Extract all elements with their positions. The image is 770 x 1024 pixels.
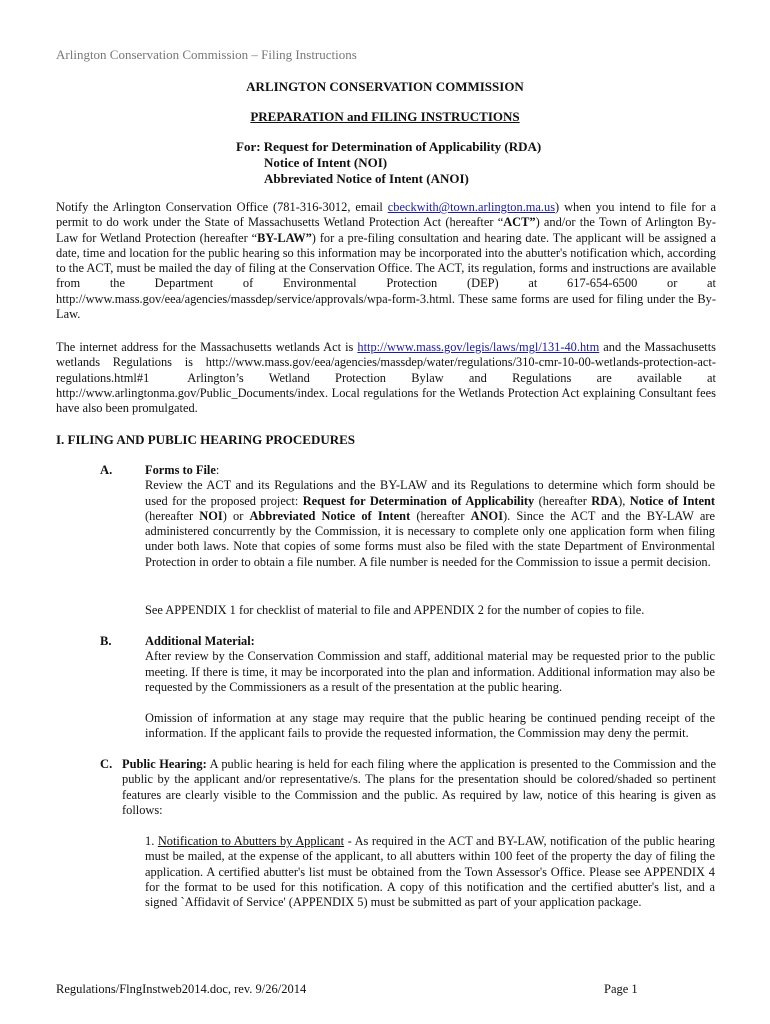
item-c-body: Public Hearing: A public hearing is held for each filing where the application is presented to the Commission and the public by the applicant and/or representative/s. The plans for the presentation should be colored/shaded so pertinent features are clearly visible to the Commission and the public. As required by law, notice of this hearing is given as follows:: [122, 757, 716, 817]
item-a-title: Forms to File: [145, 463, 216, 477]
form-type-rda: For: Request for Determination of Applicability (RDA): [236, 139, 542, 154]
item-b-title: Additional Material:: [145, 634, 255, 648]
form-type-anoi: Abbreviated Notice of Intent (ANOI): [264, 171, 469, 186]
act-url-link[interactable]: http://www.mass.gov/legis/laws/mgl/131-40.htm: [357, 340, 600, 354]
form-type-noi: Notice of Intent (NOI): [264, 155, 388, 170]
item-c-title: Public Hearing:: [122, 757, 207, 771]
item-b-body: Additional Material: After review by the Conservation Commission and staff, additional material may be requested prior to the public meeting. If there is time, it may be incorporated into the plan and information. Additional information may also be requested by the Commissioners as a result of the presentation at the public hearing.: [145, 634, 715, 694]
email-link[interactable]: cbeckwith@town.arlington.ma.us: [387, 200, 556, 214]
item-a-appendix-note: See APPENDIX 1 for checklist of material to file and APPENDIX 2 for the number of copies to file.: [145, 603, 645, 617]
notification-abutters-title: Notification to Abutters by Applicant: [157, 834, 345, 848]
footer-filename: Regulations/FlngInstweb2014.doc, rev. 9/26/2014: [56, 982, 307, 996]
footer-page-number: Page 1: [604, 982, 638, 996]
intro-paragraph-2: The internet address for the Massachusetts wetlands Act is http://www.mass.gov/legis/laws/mgl/131-40.htm and the Massachusetts wetlands Regulations is http://www.mass.gov/eea/agencies/massdep/water/regulations/310-cmr-10-00-wetlands-protection-act-regulations.html#1 Arlington’s Wetland Protection Bylaw and Regulations are available at http://www.arlingtonma.gov/Public_Documents/index. Local regulations for the Wetlands Protection Act explaining Consultant fees have also been promulgated.: [56, 340, 717, 416]
notification-abutters-paragraph: 1. Notification to Abutters by Applicant - As required in the ACT and BY-LAW, notification of the public hearing must be mailed, at the expense of the applicant, to all abutters within 100 feet of the property the day of filing the application. A certified abutter's list must be obtained from the Town Assessor's Office. Please see APPENDIX 4 for the format to be used for this notification. A copy of this notification and the certified abutter's list, and a signed `Affidavit of Service' (APPENDIX 5) must be submitted as part of your application package.: [145, 834, 715, 910]
item-c-letter: C.: [100, 757, 113, 771]
intro-paragraph-1: Notify the Arlington Conservation Office (781-316-3012, email cbeckwith@town.arlington.ma.us) when you intend to file for a permit to do work under the State of Massachusetts Wetland Protection Act (hereafter “ACT”) and/or the Town of Arlington By-Law for Wetland Protection (hereafter “BY-LAW”) for a pre-filing consultation and hearing date. The applicant will be assigned a date, time and location for the public hearing so this information may be incorporated into the abutter's notification which, according to the ACT, must be mailed the day of filing at the Conservation Office. The ACT, its regulation, forms and instructions are available from the Department of Environmental Protection (DEP) at 617-654-6500 or at http://www.mass.gov/eea/agencies/massdep/service/approvals/wpa-form-3.html. These same forms are used for filing under the By-Law.: [56, 200, 716, 322]
section-1-heading: I. FILING AND PUBLIC HEARING PROCEDURES: [56, 432, 356, 447]
org-title: ARLINGTON CONSERVATION COMMISSION: [246, 79, 524, 94]
form-types-block: [236, 139, 541, 187]
item-a-body: Forms to File: Review the ACT and its Regulations and the BY-LAW and its Regulations to determine which form should be used for the proposed project: Request for Determination of Applicability (hereafter RDA), Notice of Intent (hereafter NOI) or Abbreviated Notice of Intent (hereafter ANOI). Since the ACT and the BY-LAW are administered concurrently by the Commission, it is necessary to complete only one application form when filing under both laws. Note that copies of some forms must also be filed with the state Department of Environmental Protection in order to obtain a file number. A file number is needed for the Commission to issue a permit decision.: [145, 463, 716, 569]
running-header: Arlington Conservation Commission – Filing Instructions: [56, 47, 357, 62]
item-a-letter: A.: [100, 463, 113, 477]
item-b-paragraph-2: Omission of information at any stage may require that the public hearing be continued pending receipt of the information. If the applicant fails to provide the requested information, the Commission may deny the permit.: [145, 711, 715, 741]
doc-title: PREPARATION and FILING INSTRUCTIONS: [250, 109, 520, 124]
item-b-letter: B.: [100, 634, 112, 648]
